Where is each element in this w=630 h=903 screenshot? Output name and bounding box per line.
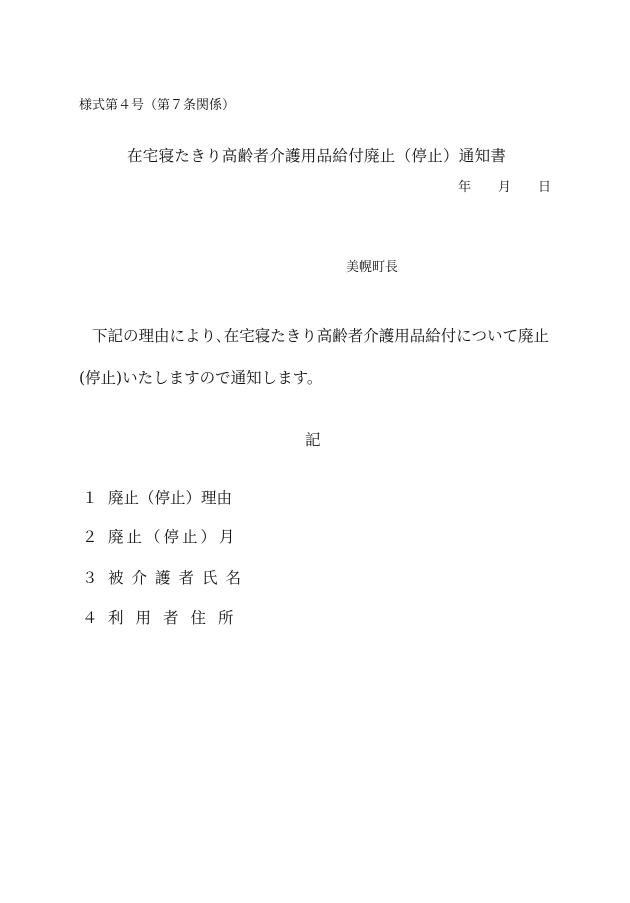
date-month-label: 月 (498, 180, 512, 195)
document-title: 在宅寝たきり高齢者介護用品給付廃止（停止）通知書 (127, 147, 507, 165)
item-number: １ (82, 489, 98, 507)
item-number: ３ (82, 569, 98, 587)
item-number: ４ (82, 609, 98, 627)
date-year-label: 年 (458, 180, 472, 195)
body-text-line-2: (停止)いたしますので通知します。 (79, 369, 323, 387)
ki-heading: 記 (305, 431, 321, 449)
item-label: 利用者住所 (108, 609, 246, 627)
item-number: ２ (82, 528, 98, 546)
date-day-label: 日 (538, 180, 552, 195)
form-number: 様式第４号（第７条関係） (79, 98, 236, 113)
issuer-name: 美幌町長 (346, 260, 399, 275)
item-label: 被介護者氏名 (108, 569, 250, 587)
item-label: 廃止（停止）理由 (108, 489, 233, 507)
body-text-line-1: 下記の理由により､在宅寝たきり高齢者介護用品給付について廃止 (92, 327, 549, 345)
item-label: 廃止（停止）月 (108, 528, 238, 546)
